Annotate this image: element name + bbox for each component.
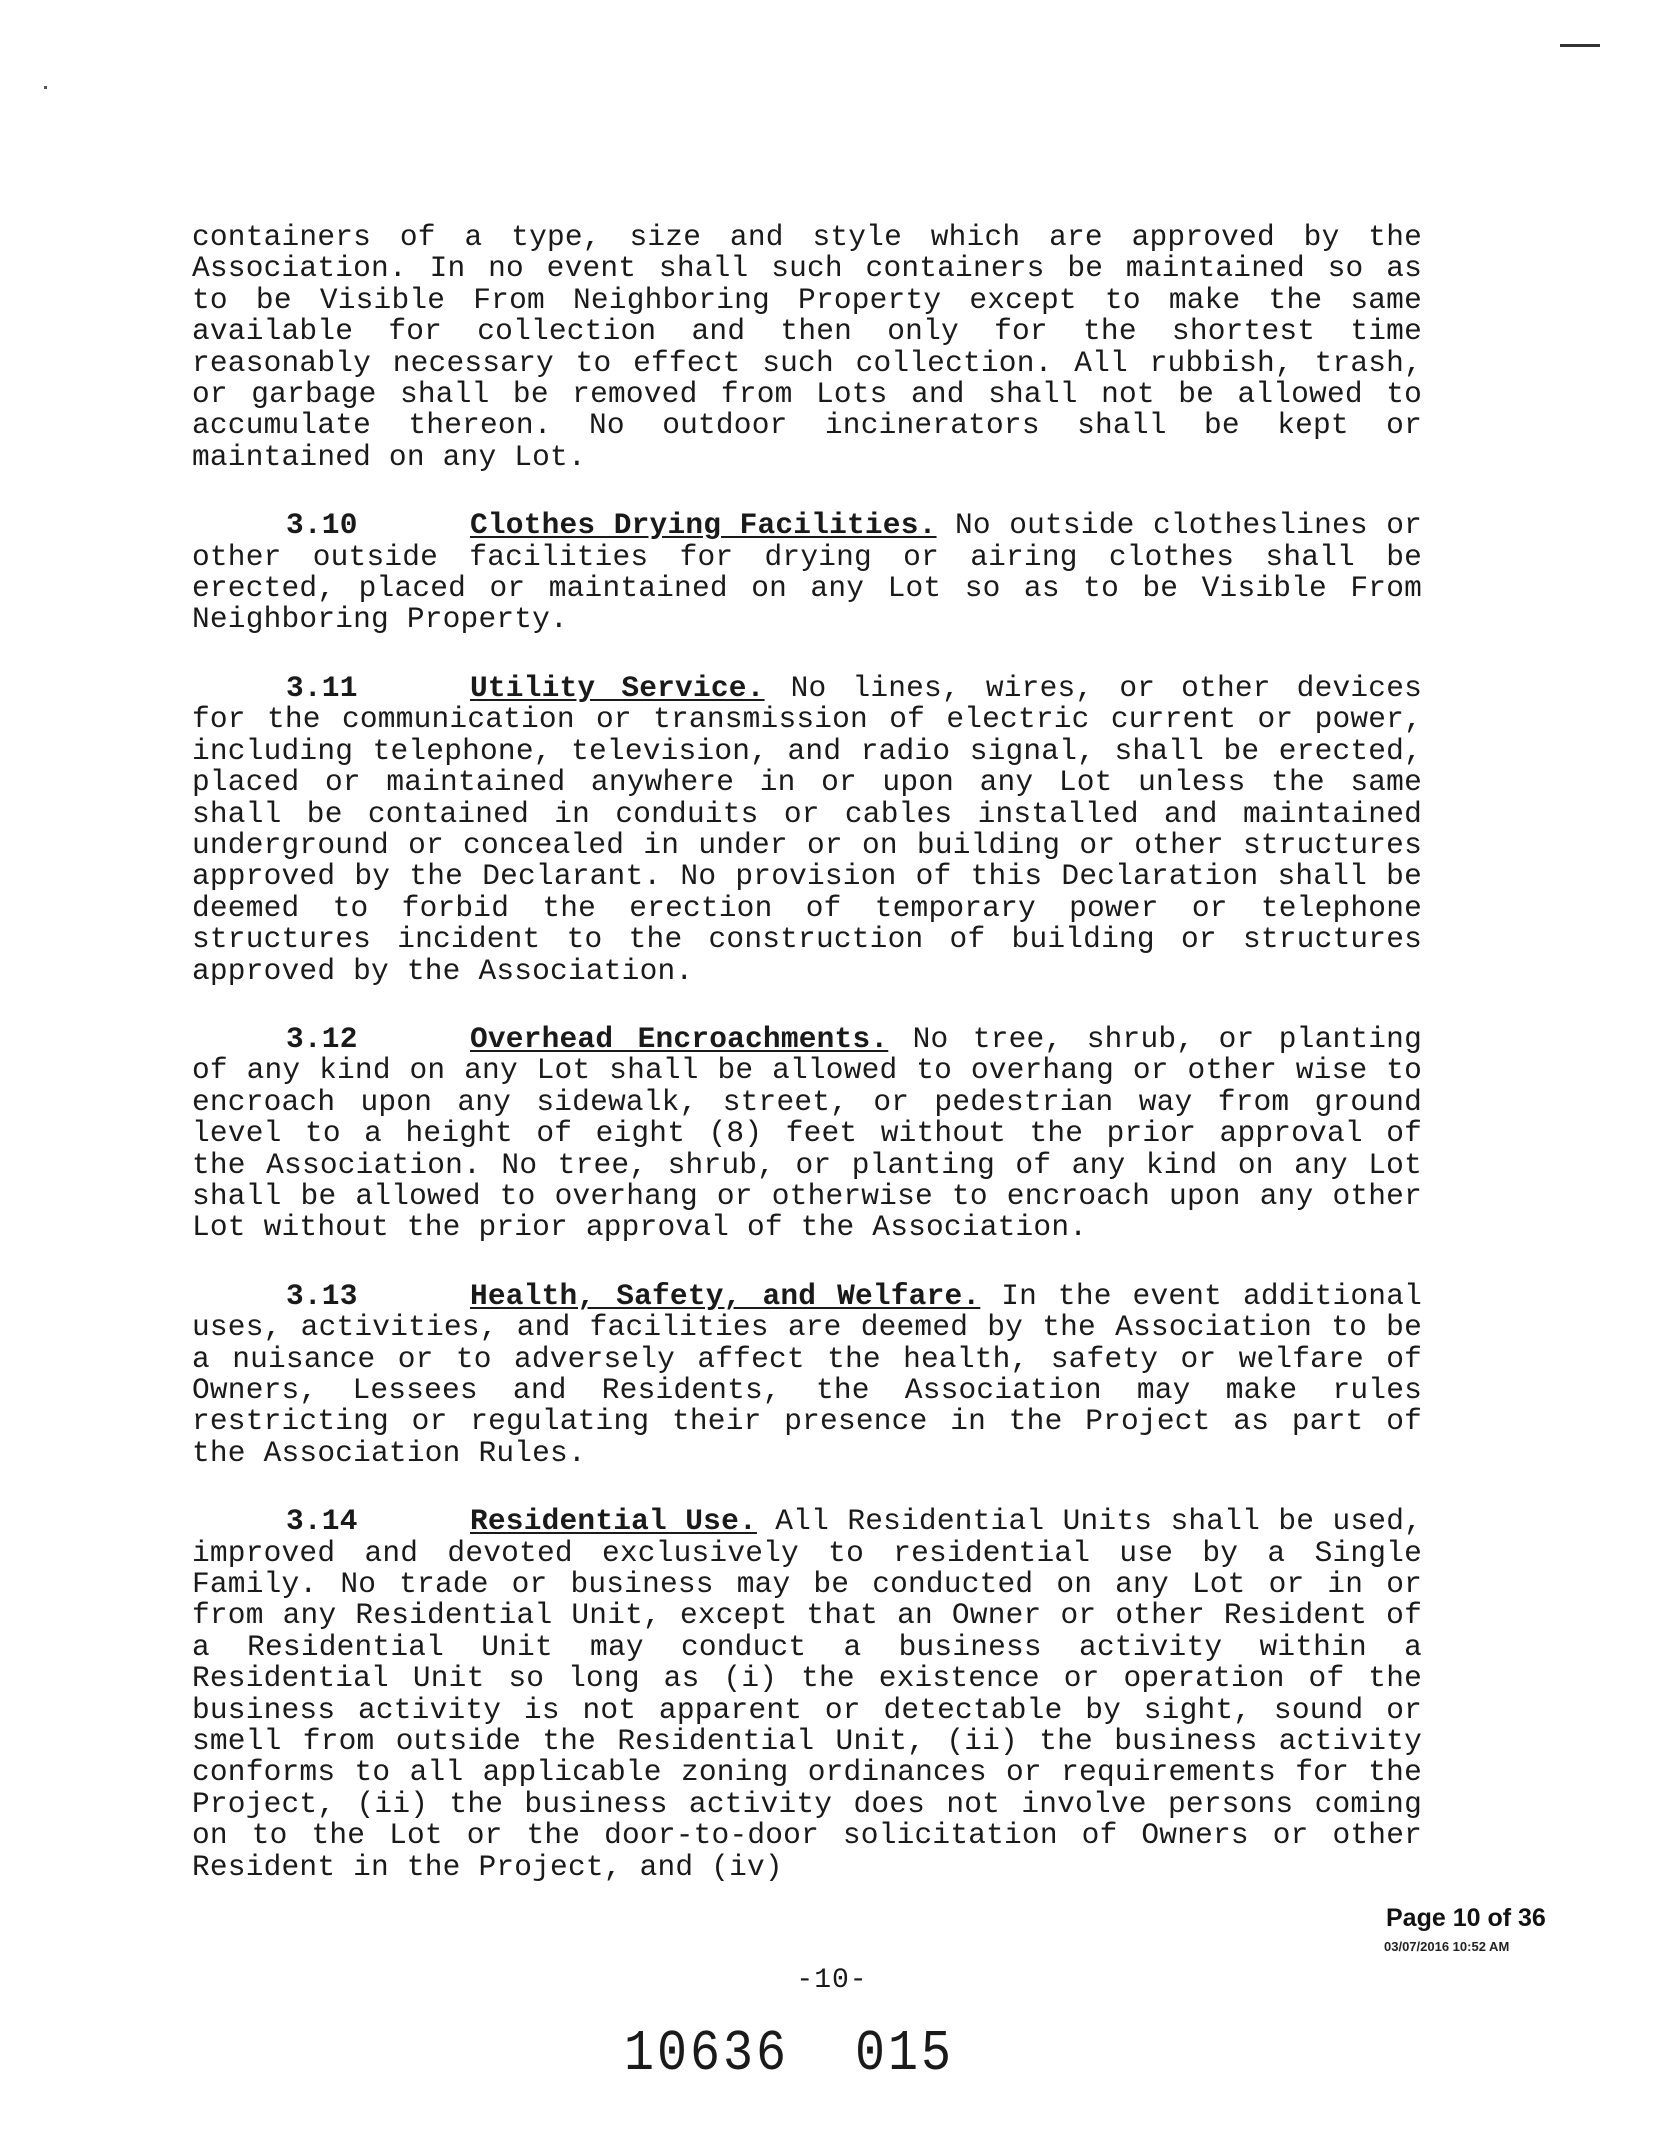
section-number: 3.11 <box>286 670 358 705</box>
section-3-12 <box>192 1021 1422 1245</box>
section-title: Health, Safety, and Welfare. <box>470 1278 981 1313</box>
section-title: Utility Service. <box>470 670 765 705</box>
section-3-14 <box>192 1506 1422 1883</box>
section-3-11 <box>192 670 1423 988</box>
section-number: 3.14 <box>286 1504 358 1539</box>
section-text: In the event additional uses, activities, and facilities are deemed by the Association to be a nuisance or to adversely affect the health, safety or welfare of Owners, Lessees and Residents, the Association may make rules restricting or regulating their presence in the Project as part of the Association Rules. <box>192 1278 1422 1470</box>
recording-number: 10636 015 <box>624 2022 955 2088</box>
recording-timestamp: 03/07/2016 10:52 AM <box>1384 1939 1510 1954</box>
section-title: Clothes Drying Facilities. <box>470 508 937 543</box>
document-body <box>192 222 1422 1883</box>
section-number: 3.13 <box>286 1278 358 1313</box>
section-text: No lines, wires, or other devices for the communication or transmission of electric current or power, including telephone, television, and radio signal, shall be erected, placed or maintained anywhere in or upon any Lot unless the same shall be contained in conduits or cables installed and maintained underground or concealed in under or on building or other structures approved by the Declarant. No provision of this Declaration shall be deemed to forbid the erection of temporary power or telephone structures incident to the construction of building or structures approved by the Association. <box>192 670 1423 988</box>
section-number: 3.10 <box>286 508 358 543</box>
corner-scan-mark <box>1560 44 1600 47</box>
section-text: No tree, shrub, or planting of any kind on any Lot shall be allowed to overhang or other wise to encroach upon any sidewalk, street, or pedestrian way from ground level to a height of eight (8) feet without the prior approval of the Association. No tree, shrub, or planting of any kind on any Lot shall be allowed to overhang or otherwise to encroach upon any other Lot without the prior approval of the Association. <box>192 1021 1422 1245</box>
section-3-10 <box>192 510 1422 636</box>
scan-speck <box>44 86 47 89</box>
section-3-13 <box>192 1278 1422 1470</box>
section-title: Residential Use. <box>470 1504 757 1539</box>
page-footer-number: -10- <box>796 1965 868 1996</box>
page-count-stamp: Page 10 of 36 <box>1386 1904 1546 1932</box>
section-text: All Residential Units shall be used, improved and devoted exclusively to residential use by a Single Family. No trade or business may be conducted on any Lot or in or from any Residential Unit, except that an Owner or other Resident of a Residential Unit may conduct a business activity within a Residential Unit so long as (i) the existence or operation of the business activity is not apparent or detectable by sight, sound or smell from outside the Residential Unit, (ii) the business activity conforms to all applicable zoning ordinances or requirements for the Project, (ii) the business activity does not involve persons coming on to the Lot or the door-to-door solicitation of Owners or other Resident in the Project, and (iv) <box>192 1504 1423 1884</box>
section-title: Overhead Encroachments. <box>470 1021 889 1056</box>
section-text: No outside clotheslines or other outside facilities for drying or airing clothes shall be erected, placed or maintained on any Lot so as to be Visible From Neighboring Property. <box>192 508 1423 637</box>
section-number: 3.12 <box>286 1021 358 1056</box>
opening-paragraph: containers of a type, size and style which are approved by the Association. In no event shall such containers be maintained so as to be Visible From Neighboring Property except to make the same available for collection and then only for the shortest time reasonably necessary to effect such collection. All rubbish, trash, or garbage shall be removed from Lots and shall not be allowed to accumulate thereon. No outdoor incinerators shall be kept or maintained on any Lot. <box>192 220 1422 474</box>
